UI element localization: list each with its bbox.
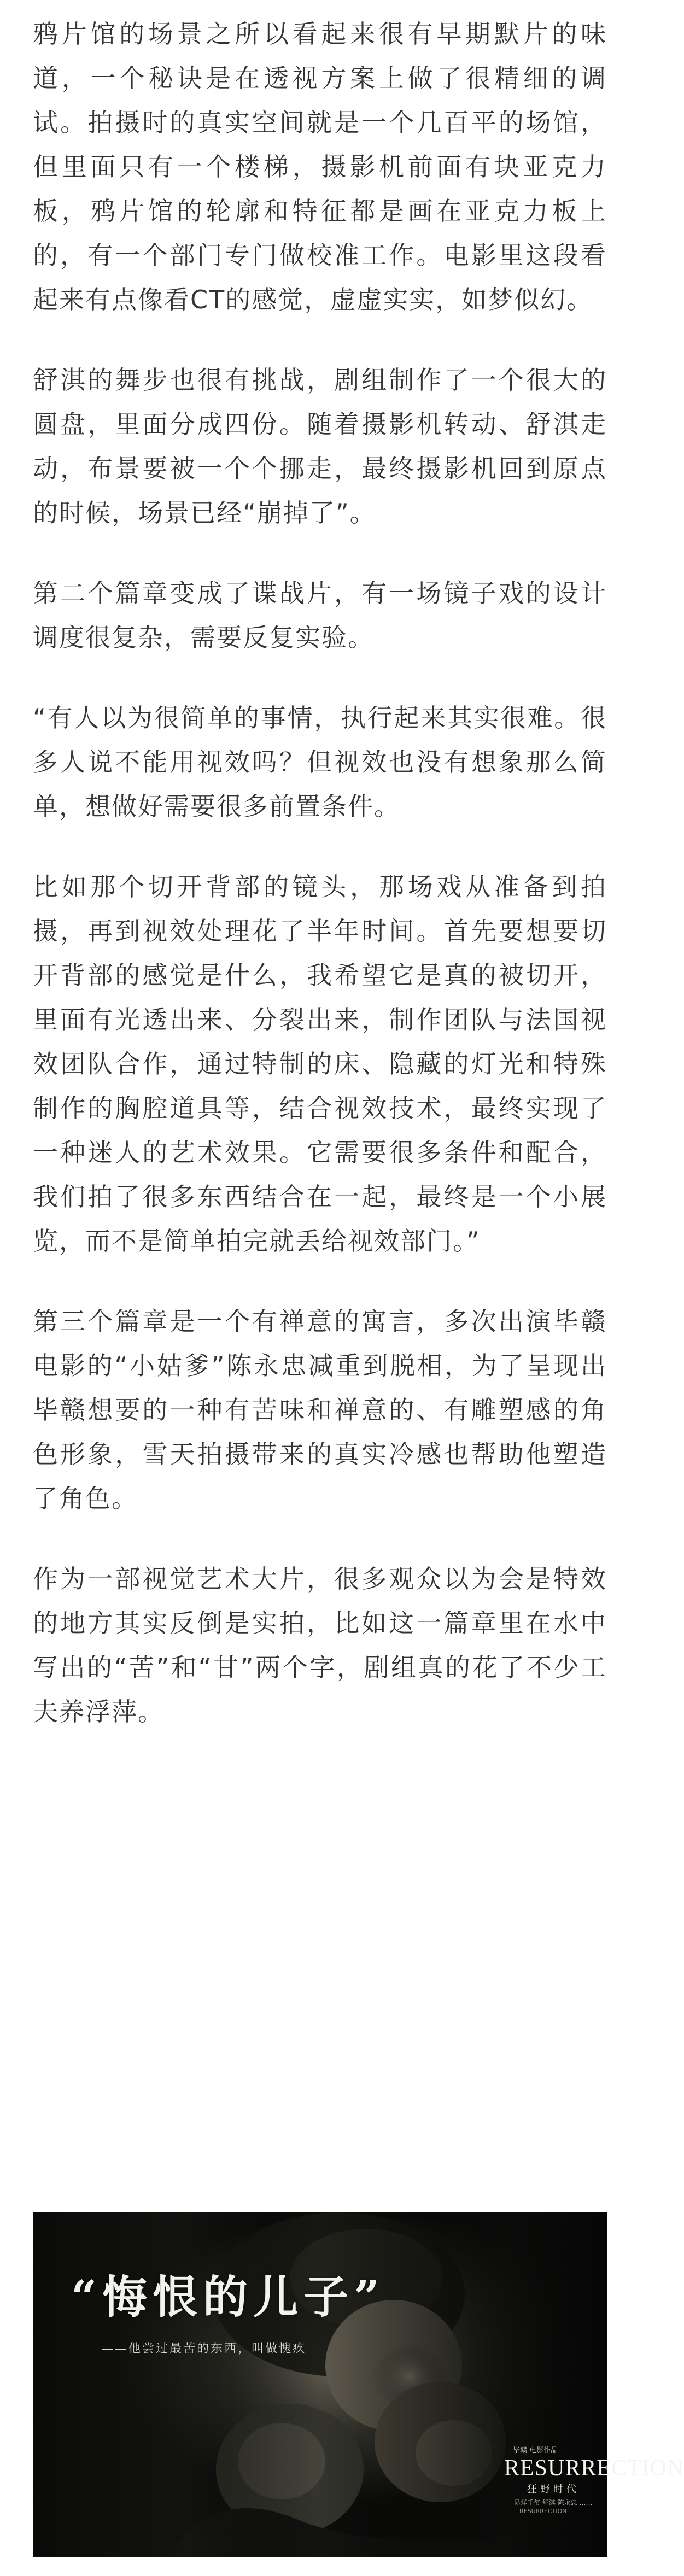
poster-english-title: RESURRECTION: [504, 2456, 684, 2481]
paragraph-dance: 舒淇的舞步也很有挑战，剧组制作了一个很大的圆盘，里面分成四份。随着摄影机转动、舒淇走动，布景要被一个个挪走，最终摄影机回到原点的时候，场景已经“崩掉了”。: [33, 365, 607, 528]
paragraph-quote-intro: “有人以为很简单的事情，执行起来其实很难。很多人说不能用视效吗？但视效也没有想象那么简单，想做好需要很多前置条件。: [33, 703, 607, 821]
poster-tagline: ——他尝过最苦的东西，叫做愧疚: [101, 2342, 307, 2356]
poster-title: “悔恨的儿子”: [71, 2271, 385, 2323]
poster-chinese-subtitle: 狂野时代: [527, 2484, 580, 2495]
paragraph-opium-den: 鸦片馆的场景之所以看起来很有早期默片的味道，一个秘诀是在透视方案上做了很精细的调试。拍摄时的真实空间就是一个几百平的场馆，但里面只有一个楼梯，摄影机前面有块亚克力板，鸦片馆的轮廓和特征都是画在亚克力板上的，有一个部门专门做校准工作。电影里这段看起来有点像看CT的感觉，虚虚实实，如梦似幻。: [33, 19, 607, 314]
paragraph-chapter-two: 第二个篇章变成了谍战片，有一场镜子戏的设计调度很复杂，需要反复实验。: [33, 578, 607, 652]
movie-poster-image: [33, 2212, 684, 2557]
poster-fine-print: 易烊千玺 舒淇 陈永忠 ……: [514, 2499, 593, 2507]
poster-fine-print-2: RESURRECTION: [519, 2508, 567, 2515]
paragraph-back-cut: 比如那个切开背部的镜头，那场戏从准备到拍摄，再到视效处理花了半年时间。首先要想要切开背部的感觉是什么，我希望它是真的被切开，里面有光透出来、分裂出来，制作团队与法国视效团队合作，通过特制的床、隐藏的灯光和特殊制作的胸腔道具等，结合视效技术，最终实现了一种迷人的艺术效果。它需要很多条件和配合，我们拍了很多东西结合在一起，最终是一个小展览，而不是简单拍完就丢给视效部门。”: [33, 872, 607, 1256]
paragraph-chapter-three: 第三个篇章是一个有禅意的寓言，多次出演毕赣电影的“小姑爹”陈永忠减重到脱相，为了呈现出毕赣想要的一种有苦味和禅意的、有雕塑感的角色形象，雪天拍摄带来的真实冷感也帮助他塑造了角色。: [33, 1307, 607, 1513]
paragraph-practical-effects: 作为一部视觉艺术大片，很多观众以为会是特效的地方其实反倒是实拍，比如这一篇章里在水中写出的“苦”和“甘”两个字，剧组真的花了不少工夫养浮萍。: [33, 1564, 607, 1726]
poster-credits: 毕赣 电影作品: [513, 2446, 558, 2455]
